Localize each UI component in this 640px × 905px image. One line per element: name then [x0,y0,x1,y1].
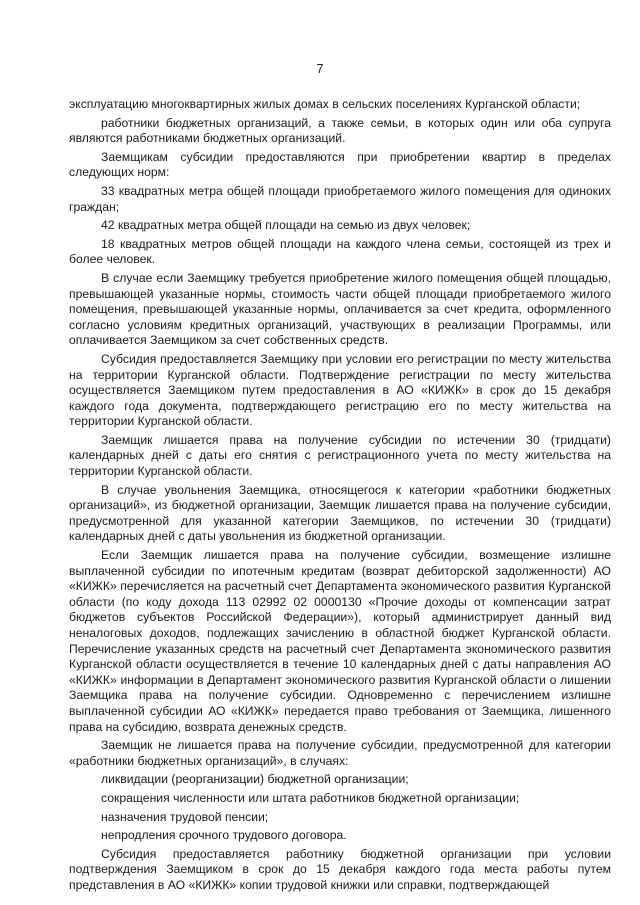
list-item-paragraph: сокращения численности или штата работников бюджетной организации; [101,790,520,805]
paragraph: В случае если Заемщику требуется приобретение жилого помещения общей площадью, превышающей указанные нормы, стоимость части общей площади приобретаемого жилого помещения, превышающей указанные нормы, оплачивается за счет кредита, оформленного согласно условиям кредитных организаций, участвующих в реализации Программы, или оплачивается Заемщиком за счет собственных средств. [69,270,611,348]
paragraph: Субсидия предоставляется Заемщику при условии его регистрации по месту жительства на территории Курганской области. Подтверждение регистрации по месту жительства осуществляется Заемщиком путем предоставления в АО «КИЖК» в срок до 15 декабря каждого года документа, подтверждающего регистрацию его по месту жительства на территории Курганской области. [69,351,611,429]
list-item-paragraph: 42 квадратных метра общей площади на семью из двух человек; [101,218,471,233]
document-body [69,97,611,897]
paragraph: Если Заемщик лишается права на получение субсидии, возмещение излишне выплаченной субсидии по ипотечным кредитам (возврат дебиторской задолженности) АО «КИЖК» перечисляется на расчетный счет Департамента экономического развития Курганской области (по коду дохода 113 02992 02 0000130 «Прочие доходы от компенсации затрат бюджетов субъектов Российской Федерации»), который администрирует данный вид неналоговых доходов, подлежащих зачислению в областной бюджет Курганской области. Перечисление указанных средств на расчетный счет Департамента экономического развития Курганской области осуществляется в течение 10 календарных дней с даты направления АО «КИЖК» информации в Департамент экономического развития Курганской области о лишении Заемщика права на получение субсидии. Одновременно с перечислением излишне выплаченной субсидии АО «КИЖК» передается право требования от Заемщика, лишенного права на субсидию, возврата денежных средств. [69,548,611,734]
paragraph: Заемщикам субсидии предоставляются при приобретении квартир в пределах следующих норм: [69,149,611,180]
paragraph: Заемщик не лишается права на получение субсидии, предусмотренной для категории «работники бюджетных организаций», в случаях: [69,738,611,768]
list-item-paragraph: назначения трудовой пенсии; [101,809,269,824]
paragraph: эксплуатацию многоквартирных жилых домах в сельских поселениях Курганской области; [69,97,581,111]
page-number: 7 [316,62,324,76]
paragraph: 18 квадратных метров общей площади на каждого члена семьи, состоящей из трех и более человек. [69,236,611,267]
paragraph: Субсидия предоставляется работнику бюджетной организации при условии подтверждения Заемщиком в срок до 15 декабря каждого года места работы путем представления в АО «КИЖК» копии трудовой книжки или справки, подтверждающей [69,846,611,892]
paragraph: В случае увольнения Заемщика, относящегося к категории «работники бюджетных организаций», из бюджетной организации, Заемщик лишается права на получение субсидии, предусмотренной для указанной категории Заемщиков, по истечении 30 (тридцати) календарных дней с даты увольнения из бюджетной организации. [69,482,611,544]
list-item-paragraph: непродления срочного трудового договора. [101,828,347,843]
paragraph: 33 квадратных метра общей площади приобретаемого жилого помещения для одиноких граждан; [69,183,611,214]
paragraph: работники бюджетных организаций, а также семьи, в которых один или оба супруга являются работниками бюджетных организаций. [69,115,611,146]
paragraph: Заемщик лишается права на получение субсидии по истечении 30 (тридцати) календарных дней с даты его снятия с регистрационного учета по месту жительства на территории Курганской области. [69,432,611,479]
list-item-paragraph: ликвидации (реорганизации) бюджетной организации; [101,772,409,787]
